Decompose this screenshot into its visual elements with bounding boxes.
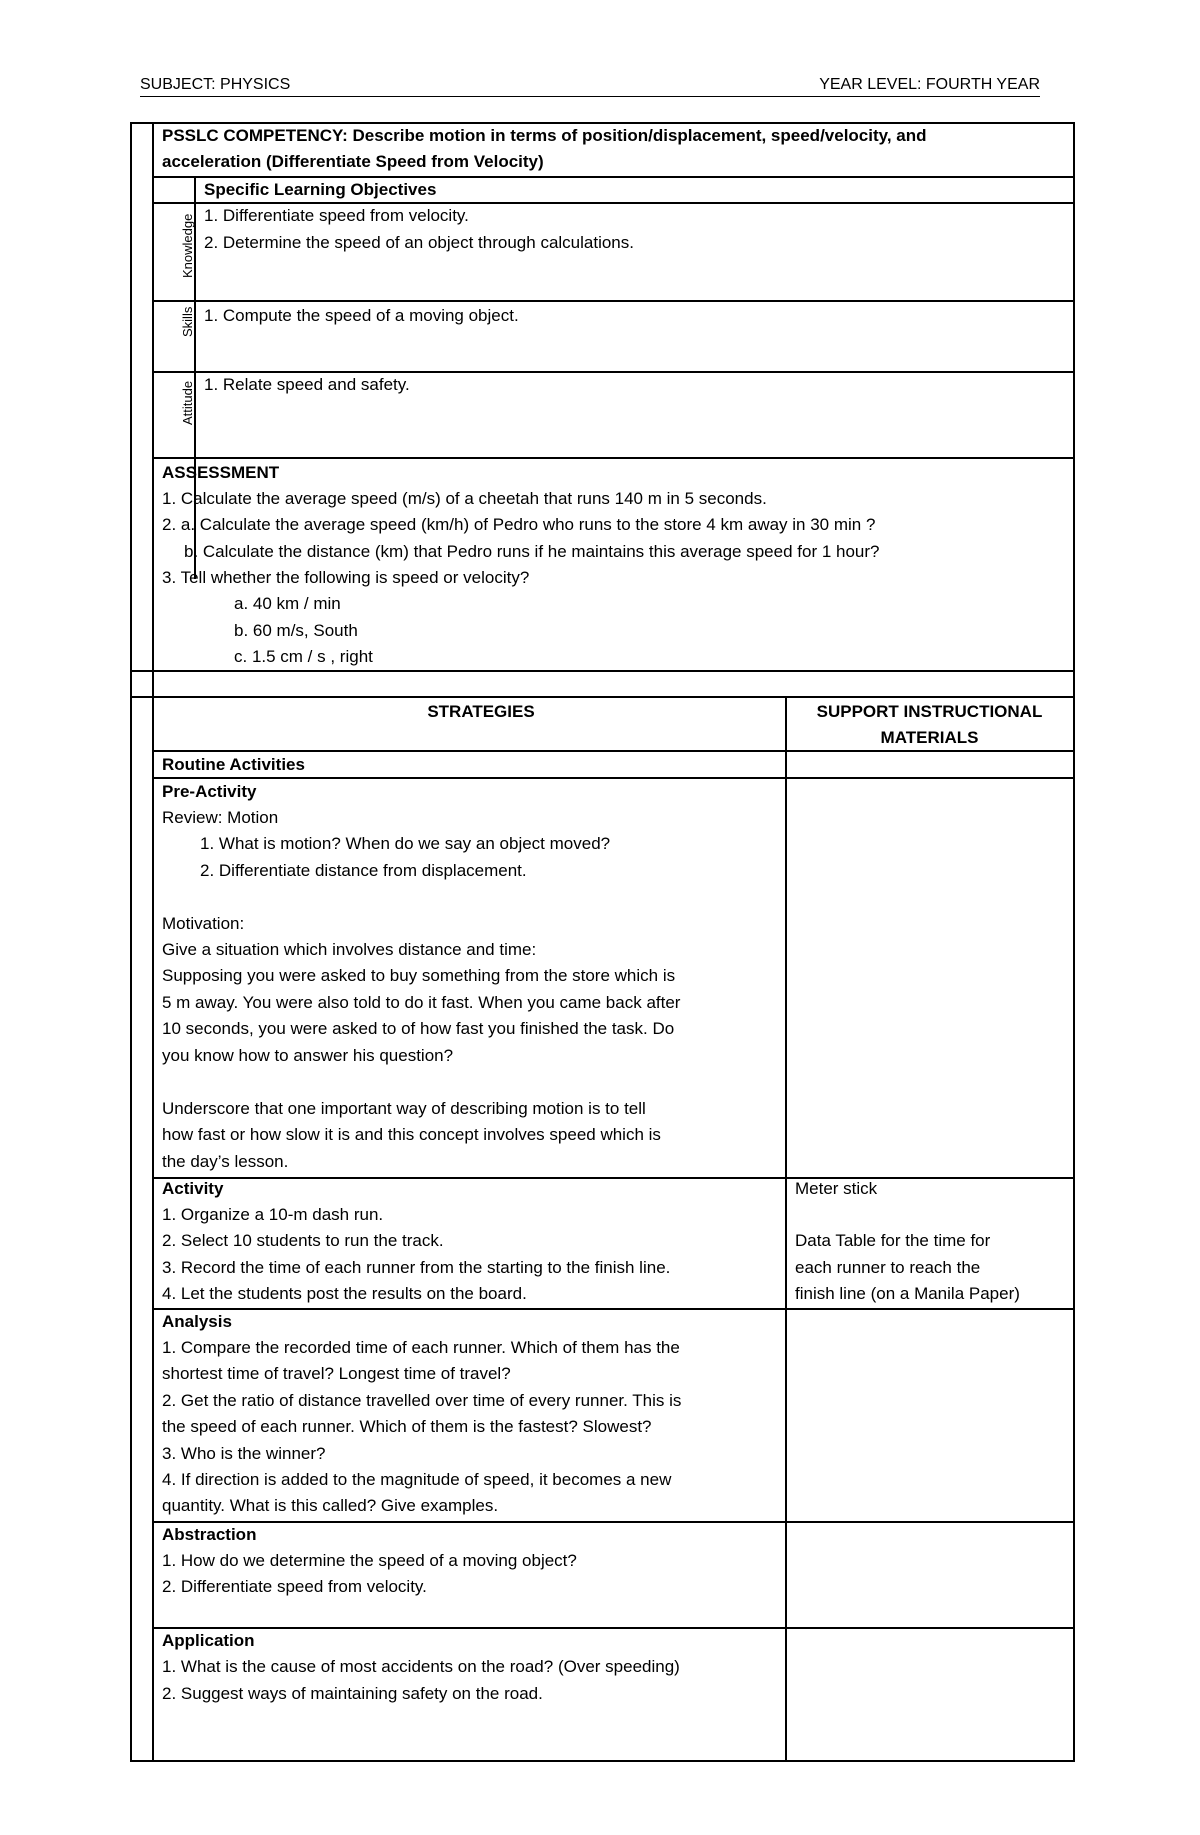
motivation-line: you know how to answer his question? <box>162 1046 454 1065</box>
analysis-line: 4. If direction is added to the magnitude of speed, it becomes a new <box>162 1470 672 1489</box>
assessment-line: 1. Calculate the average speed (m/s) of a cheetah that runs 140 m in 5 seconds. <box>162 489 767 508</box>
assessment-line: 2. a. Calculate the average speed (km/h) of Pedro who runs to the store 4 km away in 30 min ? <box>162 515 876 534</box>
skills-label: Skills <box>180 306 195 337</box>
underscore-line: the day’s lesson. <box>162 1152 289 1171</box>
material-item: each runner to reach the <box>795 1258 981 1277</box>
subject-label: SUBJECT: PHYSICS <box>140 76 291 93</box>
motivation-line: Supposing you were asked to buy something from the store which is <box>162 966 676 985</box>
assessment-option: b. 60 m/s, South <box>234 621 358 640</box>
application-line: 2. Suggest ways of maintaining safety on the road. <box>162 1684 543 1703</box>
pre-activity-review: Review: Motion <box>162 808 279 827</box>
analysis-line: shortest time of travel? Longest time of travel? <box>162 1364 511 1383</box>
analysis-line: 2. Get the ratio of distance travelled over time of every runner. This is <box>162 1391 682 1410</box>
application-line: 1. What is the cause of most accidents on the road? (Over speeding) <box>162 1657 680 1676</box>
knowledge-item-2: 2. Determine the speed of an object through calculations. <box>204 233 634 252</box>
assessment-heading: ASSESSMENT <box>162 463 280 482</box>
year-level-label: YEAR LEVEL: FOURTH YEAR <box>819 76 1040 93</box>
activity-step: 1. Organize a 10-m dash run. <box>162 1205 384 1224</box>
assessment-option: a. 40 km / min <box>234 594 341 613</box>
strategies-header: STRATEGIES <box>427 702 535 721</box>
analysis-line: the speed of each runner. Which of them is the fastest? Slowest? <box>162 1417 652 1436</box>
competency-line-1: PSSLC COMPETENCY: Describe motion in terms of position/displacement, speed/velocity, and <box>162 126 927 145</box>
motivation-line: 10 seconds, you were asked to of how fast you finished the task. Do <box>162 1019 675 1038</box>
underscore-line: how fast or how slow it is and this concept involves speed which is <box>162 1125 661 1144</box>
analysis-heading: Analysis <box>162 1312 232 1331</box>
review-question-2: 2. Differentiate distance from displacement. <box>200 861 527 880</box>
pre-activity-heading: Pre-Activity <box>162 782 257 801</box>
attitude-label: Attitude <box>180 380 195 425</box>
analysis-line: quantity. What is this called? Give examples. <box>162 1496 499 1515</box>
materials-header-line-1: SUPPORT INSTRUCTIONAL <box>816 702 1043 721</box>
activity-step: 3. Record the time of each runner from the starting to the finish line. <box>162 1258 671 1277</box>
assessment-line: 3. Tell whether the following is speed or velocity? <box>162 568 530 587</box>
abstraction-line: 2. Differentiate speed from velocity. <box>162 1577 427 1596</box>
assessment-line: b. Calculate the distance (km) that Pedro runs if he maintains this average speed for 1 hour? <box>184 542 880 561</box>
materials-header-line-2: MATERIALS <box>880 728 979 747</box>
objectives-heading: Specific Learning Objectives <box>204 180 437 199</box>
activity-heading: Activity <box>162 1179 224 1198</box>
motivation-line: Give a situation which involves distance and time: <box>162 940 537 959</box>
activity-step: 2. Select 10 students to run the track. <box>162 1231 444 1250</box>
assessment-option: c. 1.5 cm / s , right <box>234 647 373 666</box>
routine-activities: Routine Activities <box>162 755 305 774</box>
abstraction-line: 1. How do we determine the speed of a moving object? <box>162 1551 577 1570</box>
analysis-line: 1. Compare the recorded time of each runner. Which of them has the <box>162 1338 680 1357</box>
material-item: Data Table for the time for <box>795 1231 991 1250</box>
material-item: Meter stick <box>795 1179 878 1198</box>
attitude-item-1: 1. Relate speed and safety. <box>204 375 410 394</box>
knowledge-item-1: 1. Differentiate speed from velocity. <box>204 206 469 225</box>
review-question-1: 1. What is motion? When do we say an object moved? <box>200 834 611 853</box>
abstraction-heading: Abstraction <box>162 1525 257 1544</box>
material-item: finish line (on a Manila Paper) <box>795 1284 1020 1303</box>
motivation-heading: Motivation: <box>162 914 245 933</box>
knowledge-label: Knowledge <box>180 213 195 278</box>
skills-item-1: 1. Compute the speed of a moving object. <box>204 306 519 325</box>
activity-step: 4. Let the students post the results on the board. <box>162 1284 527 1303</box>
analysis-line: 3. Who is the winner? <box>162 1444 326 1463</box>
application-heading: Application <box>162 1631 255 1650</box>
motivation-line: 5 m away. You were also told to do it fast. When you came back after <box>162 993 681 1012</box>
competency-line-2: acceleration (Differentiate Speed from Velocity) <box>162 152 544 171</box>
document-header <box>140 76 1040 97</box>
underscore-line: Underscore that one important way of describing motion is to tell <box>162 1099 646 1118</box>
